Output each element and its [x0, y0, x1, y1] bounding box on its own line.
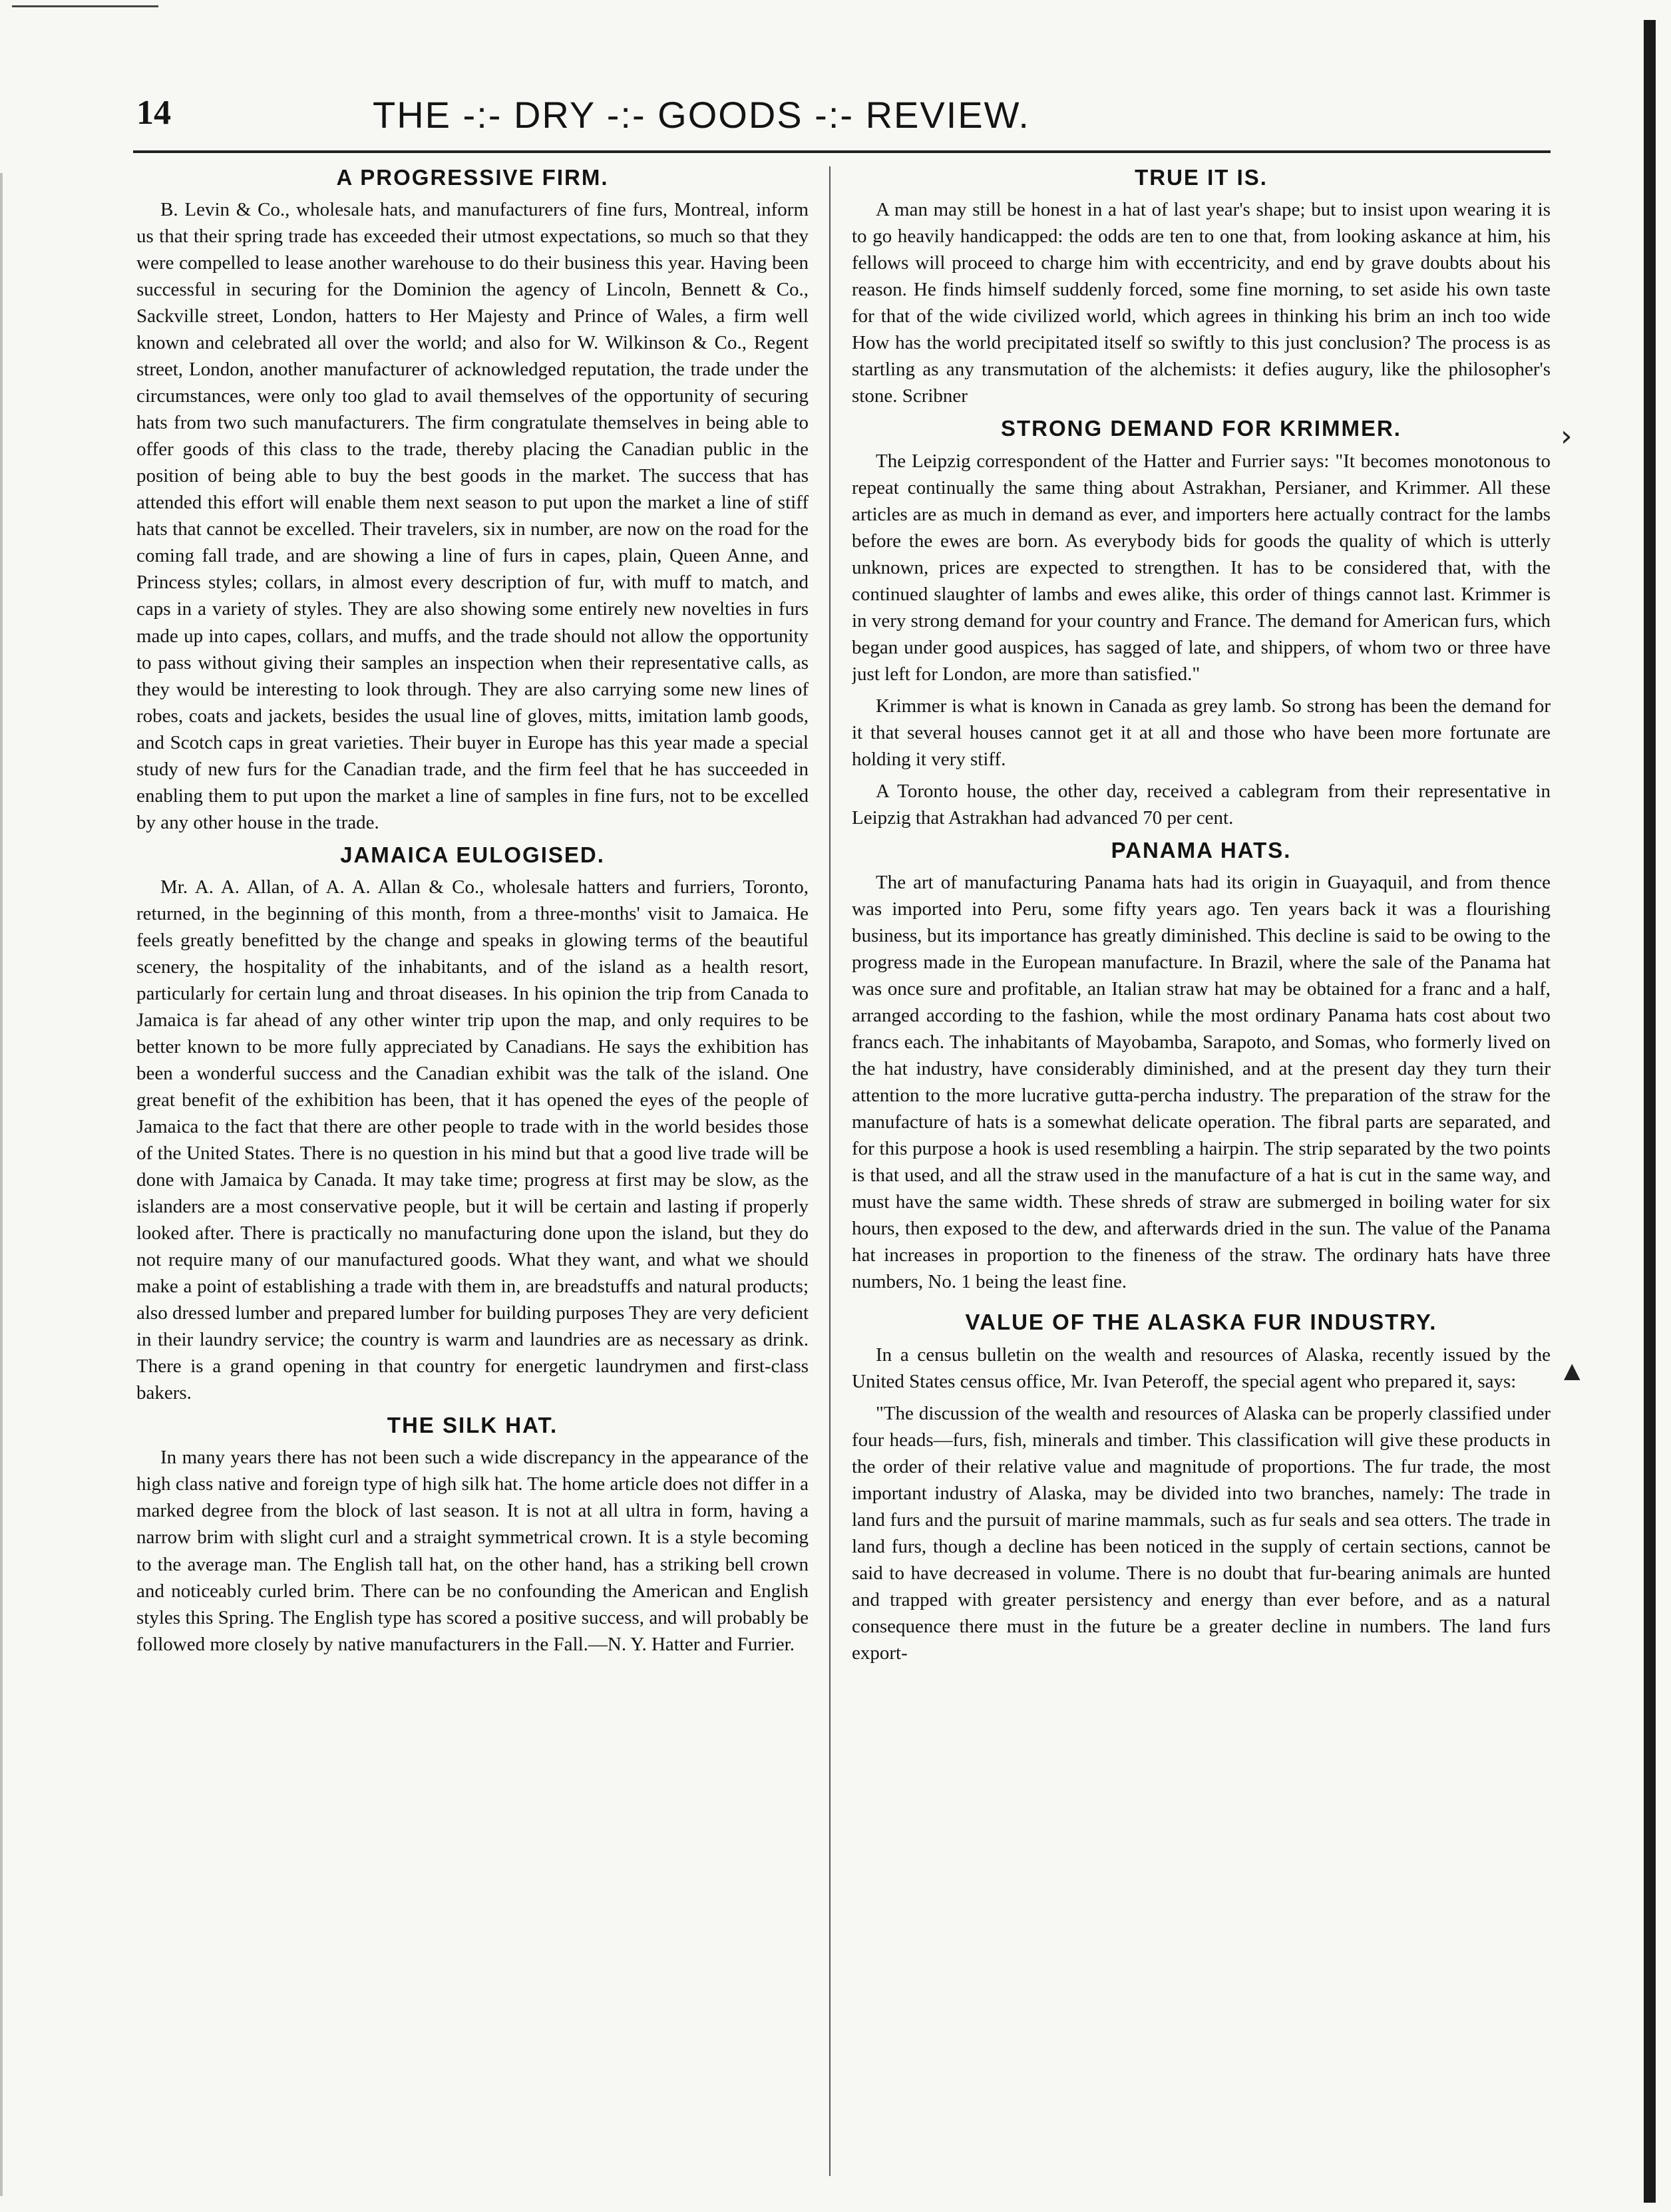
article-true-it-is: [852, 164, 1551, 409]
right-scan-edge: [1644, 20, 1656, 2203]
paragraph: In many years there has not been such a wide discrepancy in the appearance of the high class native and foreign type of high silk hat. The home article does not differ in a marked degree from the block of last season. It is not at all ultra in form, having a narrow brim with slight curl and a straight symmetrical crown. It is a style becoming to the average man. The English tall hat, on the other hand, has a striking bell crown and noticeably curled brim. There can be no confounding the American and English styles this Spring. The English type has scored a positive success, and will probably be followed more closely by native manufacturers in the Fall.—N. Y. Hatter and Furrier.: [136, 1447, 809, 1655]
article-panama: [852, 836, 1551, 1296]
margin-caret-icon: ▲: [1564, 1358, 1580, 1383]
headline-progressive-firm: A PROGRESSIVE FIRM.: [336, 165, 609, 190]
paragraph: The Leipzig correspondent of the Hatter and Furrier says: "It becomes monotonous to repeat continually the same thing about Astrakhan, Persianer, and Krimmer. All these articles are as much in demand as ever, and importers here actually contract for the lambs before the ewes are born. As everybody bids for goods the quality of which is utterly unknown, prices are expected to strengthen. It has to be considered that, with the continued slaughter of lambs and ewes alike, this order of things cannot last. Krimmer is in very strong demand for your country and France. The demand for American furs, which began under good auspices, has sagged of late, and shippers, of whom two or three have just left for London, are more than satisfied.": [852, 450, 1551, 685]
paragraph: A man may still be honest in a hat of last year's shape; but to insist upon wearing it is to go heavily handicapped: the odds are ten to one that, from looking askance at him, his fellows will proceed to charge him with eccentricity, and end by grave doubts about his reason. He finds himself suddenly forced, some fine morning, to set aside his own taste for that of the wide civilized world, which agrees in thinking his brim an inch too wide How has the world precipitated itself so swiftly to this just conclusion? The process is as startling as any transmutation of the alchemists: it defies augury, like the philosopher's stone. Scribner: [852, 199, 1551, 407]
paragraph: In a census bulletin on the wealth and resources of Alaska, recently issued by the United States census office, Mr. Ivan Peteroff, the special agent who prepared it, says:: [852, 1344, 1551, 1392]
headline-true-it-is: TRUE IT IS.: [1135, 165, 1268, 190]
headline-silk-hat: THE SILK HAT.: [387, 1413, 558, 1438]
paragraph: "The discussion of the wealth and resources of Alaska can be properly classified under four heads—furs, fish, minerals and timber. This classification will give these products in the order of their relative value and magnitude of proportions. The fur trade, the most important industry of Alaska, may be divided into two branches, namely: The trade in land furs and the pursuit of marine mammals, such as fur seals and sea otters. The trade in land furs, though a decline has been noticed in the supply of certain sections, cannot be said to have decreased in volume. There is no doubt that fur-bearing animals are hunted and trapped with greater persistency and energy than ever before, and as a natural consequence there must in the future be a greater decline in numbers. The land furs export-: [852, 1402, 1551, 1664]
page-number: 14: [136, 94, 171, 132]
top-scan-rule: [12, 5, 158, 7]
article-progressive-firm: [136, 164, 809, 836]
headline-krimmer: STRONG DEMAND FOR KRIMMER.: [1001, 416, 1401, 441]
left-column: [136, 164, 809, 2200]
article-krimmer: [852, 415, 1551, 830]
headline-panama: PANAMA HATS.: [1111, 837, 1292, 862]
paragraph: A Toronto house, the other day, received a cablegram from their representative in Leipzig that Astrakhan had advanced 70 per cent.: [852, 780, 1551, 829]
headline-alaska: VALUE OF THE ALASKA FUR INDUSTRY.: [965, 1310, 1437, 1335]
header-rule: [133, 150, 1551, 153]
paragraph: Krimmer is what is known in Canada as grey lamb. So strong has been the demand for it that several houses cannot get it at all and those who have been more fortunate are holding it very stiff.: [852, 695, 1551, 770]
paragraph: Mr. A. A. Allan, of A. A. Allan & Co., wholesale hatters and furriers, Toronto, returned, in the beginning of this month, from a three-months' visit to Jamaica. He feels greatly benefitted by the change and speaks in glowing terms of the beautiful scenery, the hospitality of the inhabitants, and of the island as a health resort, particularly for certain lung and throat diseases. In his opinion the trip from Canada to Jamaica is far ahead of any other winter trip upon the map, and only requires to be better known to be more fully appreciated by Canadians. He says the exhibition has been a wonderful success and the Canadian exhibit was the talk of the island. One great benefit of the exhibition has been, that it has opened the eyes of the people of Jamaica to the fact that there are other people to trade with in the world besides those of the United States. There is no question in his mind but that a good live trade will be done with Jamaica by Canada. It may take time; progress at first may be slow, as the islanders are a most conservative people, but it will be certain and lasting if properly looked after. There is practically no manufacturing done upon the island, but they do not require many of our manufactured goods. What they want, and what we should make a point of establishing a trade with them in, are breadstuffs and natural products; also dressed lumber and prepared lumber for building purposes They are very deficient in their laundry service; the country is warm and laundries are as necessary as drink. There is a grand opening in that country for energetic laundrymen and first-class bakers.: [136, 876, 809, 1404]
headline-jamaica: JAMAICA EULOGISED.: [340, 842, 605, 867]
column-divider: [829, 166, 831, 2176]
article-silk-hat: [136, 1411, 809, 1657]
masthead-title: THE -:- DRY -:- GOODS -:- REVIEW.: [373, 94, 1030, 136]
paragraph: The art of manufacturing Panama hats had its origin in Guayaquil, and from thence was imported into Peru, some fifty years ago. Ten years back it was a flourishing business, but its importance has greatly diminished. This decline is said to be owing to the progress made in the European manufacture. In Brazil, where the sale of the Panama hat was once sure and profitable, an Italian straw hat may be obtained for a franc and a half, arranged according to the fashion, while the most ordinary Panama hats cost about two francs each. The inhabitants of Mayobamba, Sarapoto, and Somas, who formerly lived on the hat industry, have considerably diminished, and at the present day they turn their attention to the more lucrative gutta-percha industry. The preparation of the straw for the manufacture of hats is a somewhat delicate operation. The fibral parts are separated, and for this purpose a hook is used resembling a hairpin. The strip separated by the two points is that used, and all the straw used in the manufacture of a hat is cut in the same way, and must have the same width. These shreds of straw are submerged in boiling water for six hours, then exposed to the dew, and afterwards dried in the sun. The value of the Panama hat increases in proportion to the fineness of the straw. The ordinary hats have three numbers, No. 1 being the least fine.: [852, 872, 1551, 1293]
left-binding-edge: [0, 173, 3, 2196]
article-alaska: [852, 1308, 1551, 1666]
right-column: [852, 164, 1551, 2200]
article-jamaica: [136, 841, 809, 1407]
margin-arrow-icon: ›: [1561, 419, 1573, 453]
paragraph: B. Levin & Co., wholesale hats, and manufacturers of fine furs, Montreal, inform us that their spring trade has exceeded their utmost expectations, so much so that they were compelled to lease another warehouse to do their business this year. Having been successful in securing for the Dominion the agency of Lincoln, Bennett & Co., Sackville street, London, hatters to Her Majesty and Prince of Wales, a firm well known and celebrated all over the world; and also for W. Wilkinson & Co., Regent street, London, another manufacturer of acknowledged reputation, the trade under the circumstances, were only too glad to avail themselves of the opportunity of securing hats from two such manufacturers. The firm congratulate themselves in being able to offer goods of this class to the trade, thereby placing the Canadian public in the position of being able to buy the best goods in the market. The success that has attended this effort will enable them next season to put upon the market a line of stiff hats that cannot be excelled. Their travelers, six in number, are now on the road for the coming fall trade, and are showing a line of furs in capes, plain, Queen Anne, and Princess styles; collars, in almost every description of fur, with muff to match, and caps in a variety of styles. They are also showing some entirely new novelties in furs made up into capes, collars, and muffs, and the trade should not allow the opportunity to pass without giving their samples an inspection when their representative calls, as they would be interesting to look through. They are also carrying some new lines of robes, coats and jackets, besides the usual line of gloves, mitts, imitation lamb goods, and Scotch caps in great varieties. Their buyer in Europe has this year made a special study of new furs for the Canadian trade, and the firm feel that he has succeeded in enabling them to put upon the market a line of samples in fine furs, not to be excelled by any other house in the trade.: [136, 199, 809, 833]
section-spacer: [852, 1300, 1551, 1308]
